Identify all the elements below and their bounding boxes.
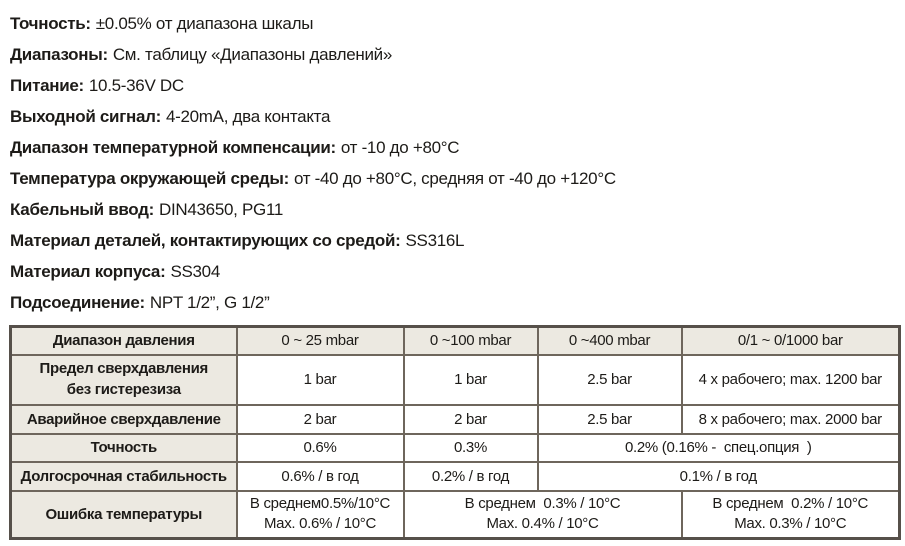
spec-value: 4-20mA, два контакта	[165, 107, 331, 126]
spec-value: 10.5-36V DC	[88, 76, 184, 95]
table-cell: 8 x рабочего; max. 2000 bar	[682, 405, 900, 434]
row-label-line: без гистерезиза	[66, 380, 181, 398]
spec-value: SS316L	[405, 231, 465, 250]
spec-value: NPT 1/2”, G 1/2”	[149, 293, 270, 312]
table-row-stability	[11, 462, 900, 491]
column-header-100mbar: 0 ~100 mbar	[404, 327, 538, 355]
column-header-25mbar: 0 ~ 25 mbar	[237, 327, 404, 355]
spec-label: Кабельный ввод:	[10, 200, 154, 219]
table-cell: 2 bar	[237, 405, 404, 434]
column-header-1000bar: 0/1 ~ 0/1000 bar	[682, 327, 900, 355]
spec-value: DIN43650, PG11	[159, 200, 284, 219]
table-header-row	[11, 327, 900, 355]
table-cell	[237, 491, 404, 539]
table-cell: 1 bar	[237, 355, 404, 405]
pressure-ranges-table	[9, 325, 901, 540]
table-cell: 0.6% / в год	[237, 462, 404, 491]
spec-list	[10, 8, 905, 318]
table-cell-merged: 0.2% (0.16% - спец.опция )	[538, 434, 900, 462]
table-row-overpressure	[11, 355, 900, 405]
spec-line-accuracy	[10, 8, 905, 39]
table-cell: 1 bar	[404, 355, 538, 405]
table-cell-merged: 0.1% / в год	[538, 462, 900, 491]
spec-label: Точность:	[10, 14, 91, 33]
column-header-400mbar: 0 ~400 mbar	[538, 327, 682, 355]
table-cell	[682, 491, 900, 539]
spec-value: См. таблицу «Диапазоны давлений»	[112, 45, 393, 64]
spec-label: Материал корпуса:	[10, 262, 166, 281]
row-label-cell: Аварийное сверхдавление	[11, 405, 237, 434]
spec-line-housing-material	[10, 256, 905, 287]
table-row-temperature-error	[11, 491, 900, 539]
table-cell: 0.6%	[237, 434, 404, 462]
spec-label: Материал деталей, контактирующих со средой:	[10, 231, 401, 250]
row-label-cell: Точность	[11, 434, 237, 462]
spec-value: от -40 до +80°C, средняя от -40 до +120°C	[293, 169, 616, 188]
spec-label: Питание:	[10, 76, 84, 95]
table-cell: 2 bar	[404, 405, 538, 434]
table-cell-merged	[404, 491, 682, 539]
row-label-cell: Ошибка температуры	[11, 491, 237, 539]
row-label-cell: Долгосрочная стабильность	[11, 462, 237, 491]
spec-line-ambient-temp	[10, 163, 905, 194]
row-label-line: Предел сверхдавления	[39, 360, 208, 378]
table-row-accuracy	[11, 434, 900, 462]
cell-line-max: Max. 0.4% / 10°C	[486, 515, 599, 533]
cell-line-average: В среднем 0.2% / 10°C	[712, 495, 869, 512]
table-cell: 0.3%	[404, 434, 538, 462]
spec-line-power	[10, 70, 905, 101]
table-cell: 2.5 bar	[538, 405, 682, 434]
table-row-burst-pressure	[11, 405, 900, 434]
cell-line-average: В среднем 0.3% / 10°C	[464, 495, 621, 512]
spec-label: Диапазон температурной компенсации:	[10, 138, 336, 157]
spec-label: Температура окружающей среды:	[10, 169, 289, 188]
spec-line-temp-compensation	[10, 132, 905, 163]
table-cell: 2.5 bar	[538, 355, 682, 405]
table-cell: 0.2% / в год	[404, 462, 538, 491]
spec-line-ranges	[10, 39, 905, 70]
header-label-cell: Диапазон давления	[11, 327, 237, 355]
table-cell: 4 x рабочего; max. 1200 bar	[682, 355, 900, 405]
spec-line-output-signal	[10, 101, 905, 132]
row-label-cell	[11, 355, 237, 405]
spec-label: Диапазоны:	[10, 45, 108, 64]
cell-line-max: Max. 0.6% / 10°C	[263, 515, 377, 533]
spec-line-cable-entry	[10, 194, 905, 225]
spec-value: от -10 до +80°C	[340, 138, 460, 157]
spec-label: Выходной сигнал:	[10, 107, 161, 126]
spec-line-wetted-material	[10, 225, 905, 256]
spec-line-connection	[10, 287, 905, 318]
cell-line-max: Max. 0.3% / 10°C	[734, 515, 847, 533]
spec-label: Подсоединение:	[10, 293, 145, 312]
cell-line-average: В среднем0.5%/10°C	[249, 495, 391, 512]
spec-value: SS304	[170, 262, 220, 281]
spec-value: ±0.05% от диапазона шкалы	[95, 14, 314, 33]
